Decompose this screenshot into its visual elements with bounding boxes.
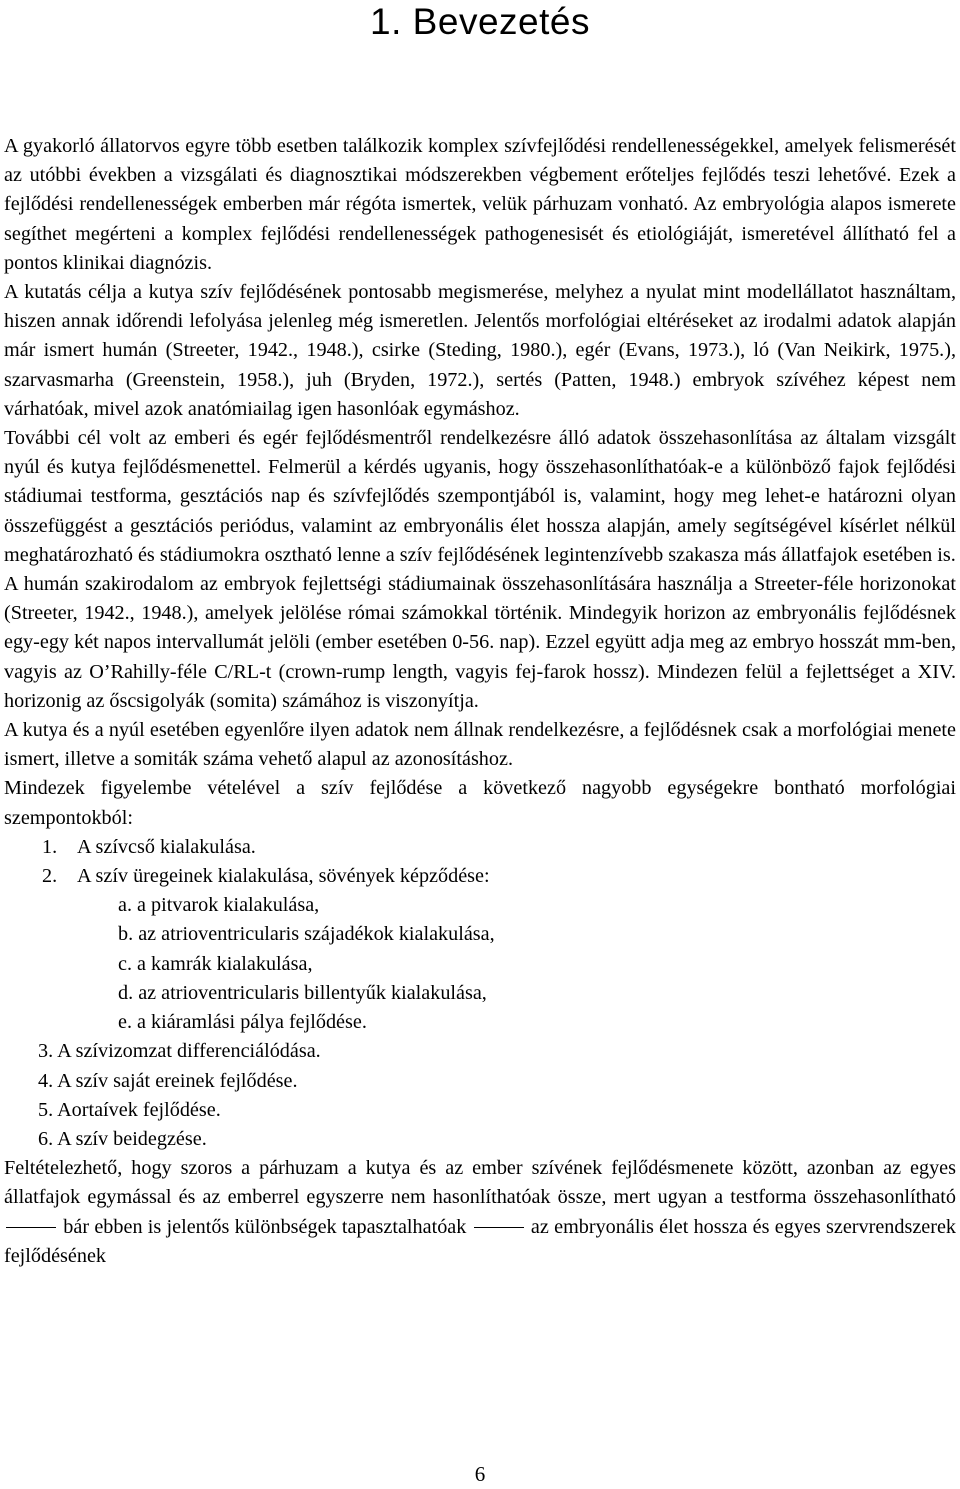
list-item: 3. A szívizomzat differenciálódása. xyxy=(38,1040,321,1063)
paragraph-text: bár ebben is jelentős különbségek tapasztalhatóak xyxy=(63,1215,467,1238)
paragraph: A kutatás célja a kutya szív fejlődésének pontosabb megismerése, melyhez a nyulat mint modellállatot használtam, hiszen annak időrendi lefolyása jelenleg még ismeretlen. Jelentős morfológiai eltéréseket az irodalmi adatok alapján már ismert humán (Streeter, 1942., 1948.), csirke (Steding, 1980.), egér (Evans, 1973.), ló (Van Neikirk, 1975.), szarvasmarha (Greenstein, 1958.), juh (Bryden, 1972.), sertés (Patten, 1948.) embryok szívéhez képest nem várhatóak, mivel azok anatómiailag igen hasonlóak egymáshoz. xyxy=(4,281,956,420)
development-stage-list xyxy=(4,833,956,1154)
em-dash xyxy=(474,1227,524,1228)
paragraph: Mindezek figyelembe vételével a szív fejlődése a következő nagyobb egységekre bontható morfológiai szempontokból: xyxy=(4,777,956,829)
list-item: 6. A szív beidegzése. xyxy=(38,1127,207,1150)
sub-list-item: e. a kiáramlási pálya fejlődése. xyxy=(118,1011,367,1034)
list-item-text: A szívcső kialakulása. xyxy=(77,835,256,858)
list-number: 2. xyxy=(42,865,58,888)
list-item-text: A szív üregeinek kialakulása, sövények képződése: xyxy=(77,865,490,888)
list-item: 5. Aortaívek fejlődése. xyxy=(38,1098,221,1121)
list-item: 4. A szív saját ereinek fejlődése. xyxy=(38,1069,298,1092)
sub-list-item: d. az atrioventricularis billentyűk kialakulása, xyxy=(118,981,487,1004)
sub-list-item: a. a pitvarok kialakulása, xyxy=(118,894,320,917)
sub-list-item: c. a kamrák kialakulása, xyxy=(118,952,313,975)
list-number: 1. xyxy=(42,835,58,858)
list-item xyxy=(4,833,956,862)
sub-list-item: b. az atrioventricularis szájadékok kialakulása, xyxy=(118,923,495,946)
paragraph-text: Feltételezhető, hogy szoros a párhuzam a kutya és az ember szívének fejlődésmenete között, azonban az egyes állatfajok egymással és az emberrel egyszerre nem hasonlíthatóak össze, mert ugyan a testforma összehasonlítható xyxy=(4,1157,956,1209)
paragraph: A humán szakirodalom az embryok fejlettségi stádiumainak összehasonlítására használja a Streeter-féle horizonokat (Streeter, 1942., 1948.), amelyek jelölése római számokkal történik. Mindegyik horizon az embryonális fejlődésnek egy-egy két napos intervallumát jelöli (ember esetében 0-56. nap). Ezzel együtt adja meg az embryo hosszát mm-ben, vagyis az O’Rahilly-féle C/RL-t (crown-rump length, vagyis fej-farok hossz). Mindezen felül a fejlettséget a XIV. horizonig az őscsigolyák (somita) számához is viszonyítja. xyxy=(4,573,956,712)
paragraph: További cél volt az emberi és egér fejlődésmentről rendelkezésre álló adatok összehasonlítása az általam vizsgált nyúl és kutya fejlődésmenettel. Felmerül a kérdés ugyanis, hogy összehasonlíthatóak-e a különböző fajok fejlődési stádiumai testforma, gesztációs nap és szívfejlődés szempontjából is, valamint, hogy meg lehet-e határozni olyan összefüggést a gesztációs periódus, valamint az embryonális élet hossza alapján, amely segítségével kísérlet nélkül meghatározható és stádiumokra osztható lenne a szív fejlődésének legintenzívebb szakasza más állatfajok esetében is. xyxy=(4,427,956,566)
page-title: 1. Bevezetés xyxy=(370,1,590,42)
body-text xyxy=(4,132,956,1271)
paragraph: A gyakorló állatorvos egyre több esetben találkozik komplex szívfejlődési rendellenességekkel, amelyek felismerését az utóbbi években a vizsgálati és diagnosztikai módszerekben végbement erőteljes fejlődés teszi lehetővé. Ezek a fejlődési rendellenességek emberben már régóta ismertek, velük párhuzam vonható. Az embryológia alapos ismerete segíthet megérteni a komplex fejlődési rendellenességek pathogenesisét és etiológiáját, ismeretével állítható fel a pontos klinikai diagnózis. xyxy=(4,135,956,274)
em-dash xyxy=(6,1227,56,1228)
paragraph-text: az embryonális élet hossza és egyes szervrendszerek fejlődésének xyxy=(4,1215,957,1267)
paragraph xyxy=(4,1154,956,1271)
list-item xyxy=(4,862,956,891)
paragraph: A kutya és a nyúl esetében egyenlőre ilyen adatok nem állnak rendelkezésre, a fejlődésnek csak a morfológiai menete ismert, illetve a somiták száma vehető alapul az azonosításhoz. xyxy=(4,719,956,771)
page-number: 6 xyxy=(474,1462,486,1486)
